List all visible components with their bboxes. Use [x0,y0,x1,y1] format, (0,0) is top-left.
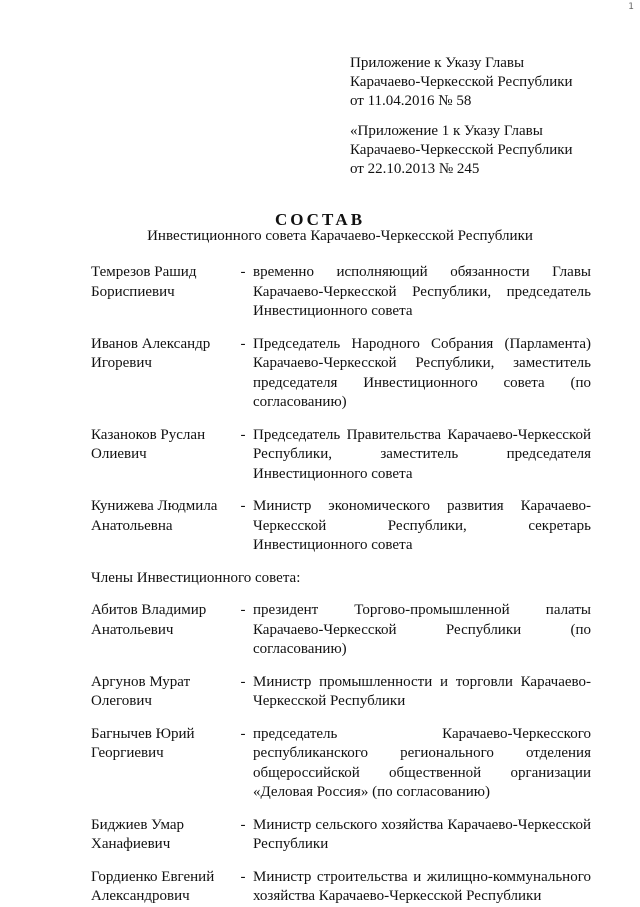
entry-dash: - [240,264,246,280]
entry-dash: - [240,498,246,514]
entry-dash: - [240,602,246,618]
entry-dash: - [240,725,246,742]
entry-dash: - [240,335,246,352]
member-entry [91,263,591,322]
annex-line: «Приложение 1 к Указу Главы [350,123,543,139]
member-entry [91,725,591,803]
member-name: Аргунов Мурат Олегович [91,673,191,709]
annex-header-current [350,54,630,111]
member-name: Биджиев Умар Ханафиевич [91,816,185,852]
member-role: президент Торгово-промышленной палаты Карачаево-Черкесской Республики (по согласованию) [253,602,591,657]
member-role: Министр строительства и жилищно-коммунального хозяйства Карачаево-Черкесской Республики [253,868,591,904]
member-name: Багнычев Юрий Георгиевич [91,725,195,761]
member-role: Председатель Правительства Карачаево-Черкесской Республики, заместитель председателя Инвестиционного совета [253,426,591,482]
entry-dash: - [240,673,246,690]
member-name: Абитов Владимир Анатольевич [91,602,207,638]
entry-dash: - [240,426,246,443]
annex-line: от 22.10.2013 № 245 [350,161,480,177]
member-name: Темрезов Рашид Бориспиевич [91,264,197,300]
annex-line: Карачаево-Черкесской Республики [350,74,573,90]
annex-line: Карачаево-Черкесской Республики [350,142,573,158]
leadership-list [91,263,591,556]
member-role: временно исполняющий обязанности Главы Карачаево-Черкесской Республики, председатель Инвестиционного совета [253,264,591,319]
entry-dash: - [240,816,246,833]
member-role: председатель Карачаево-Черкесского республиканского регионального отделения общероссийской общественной организации «Деловая Россия» (по согласованию) [253,725,591,800]
member-entry [91,816,591,855]
member-entry [91,868,591,907]
member-name: Иванов Александр Игоревич [91,335,211,371]
annex-line: от 11.04.2016 № 58 [350,93,472,109]
member-entry [91,673,591,712]
member-entry [91,601,591,660]
document-subtitle: Инвестиционного совета Карачаево-Черкесской Республики [147,228,533,244]
member-name: Казаноков Руслан Олиевич [91,426,206,462]
member-name: Кунижева Людмила Анатольевна [91,498,218,534]
member-entry [91,335,591,413]
member-role: Министр сельского хозяйства Карачаево-Черкесской Республики [253,816,591,852]
member-entry [91,497,591,556]
document-title: СОСТАВ [274,210,366,229]
entry-dash: - [240,868,246,885]
page-corner-mark: 1 [628,2,634,12]
council-composition [91,263,591,907]
member-name: Гордиенко Евгений Александрович [91,868,215,904]
member-role: Министр промышленности и торговли Карачаево-Черкесской Республики [253,673,591,709]
member-role: Председатель Народного Собрания (Парламента) Карачаево-Черкесской Республики, заместитель председателя Инвестиционного совета (по согласованию) [253,335,591,410]
members-list [91,601,591,907]
member-role: Министр экономического развития Карачаево-Черкесской Республики, секретарь Инвестиционного совета [253,498,591,553]
member-entry [91,426,591,485]
annex-line: Приложение к Указу Главы [350,55,525,71]
annex-header-original [350,122,630,179]
members-heading: Члены Инвестиционного совета: [91,569,301,586]
